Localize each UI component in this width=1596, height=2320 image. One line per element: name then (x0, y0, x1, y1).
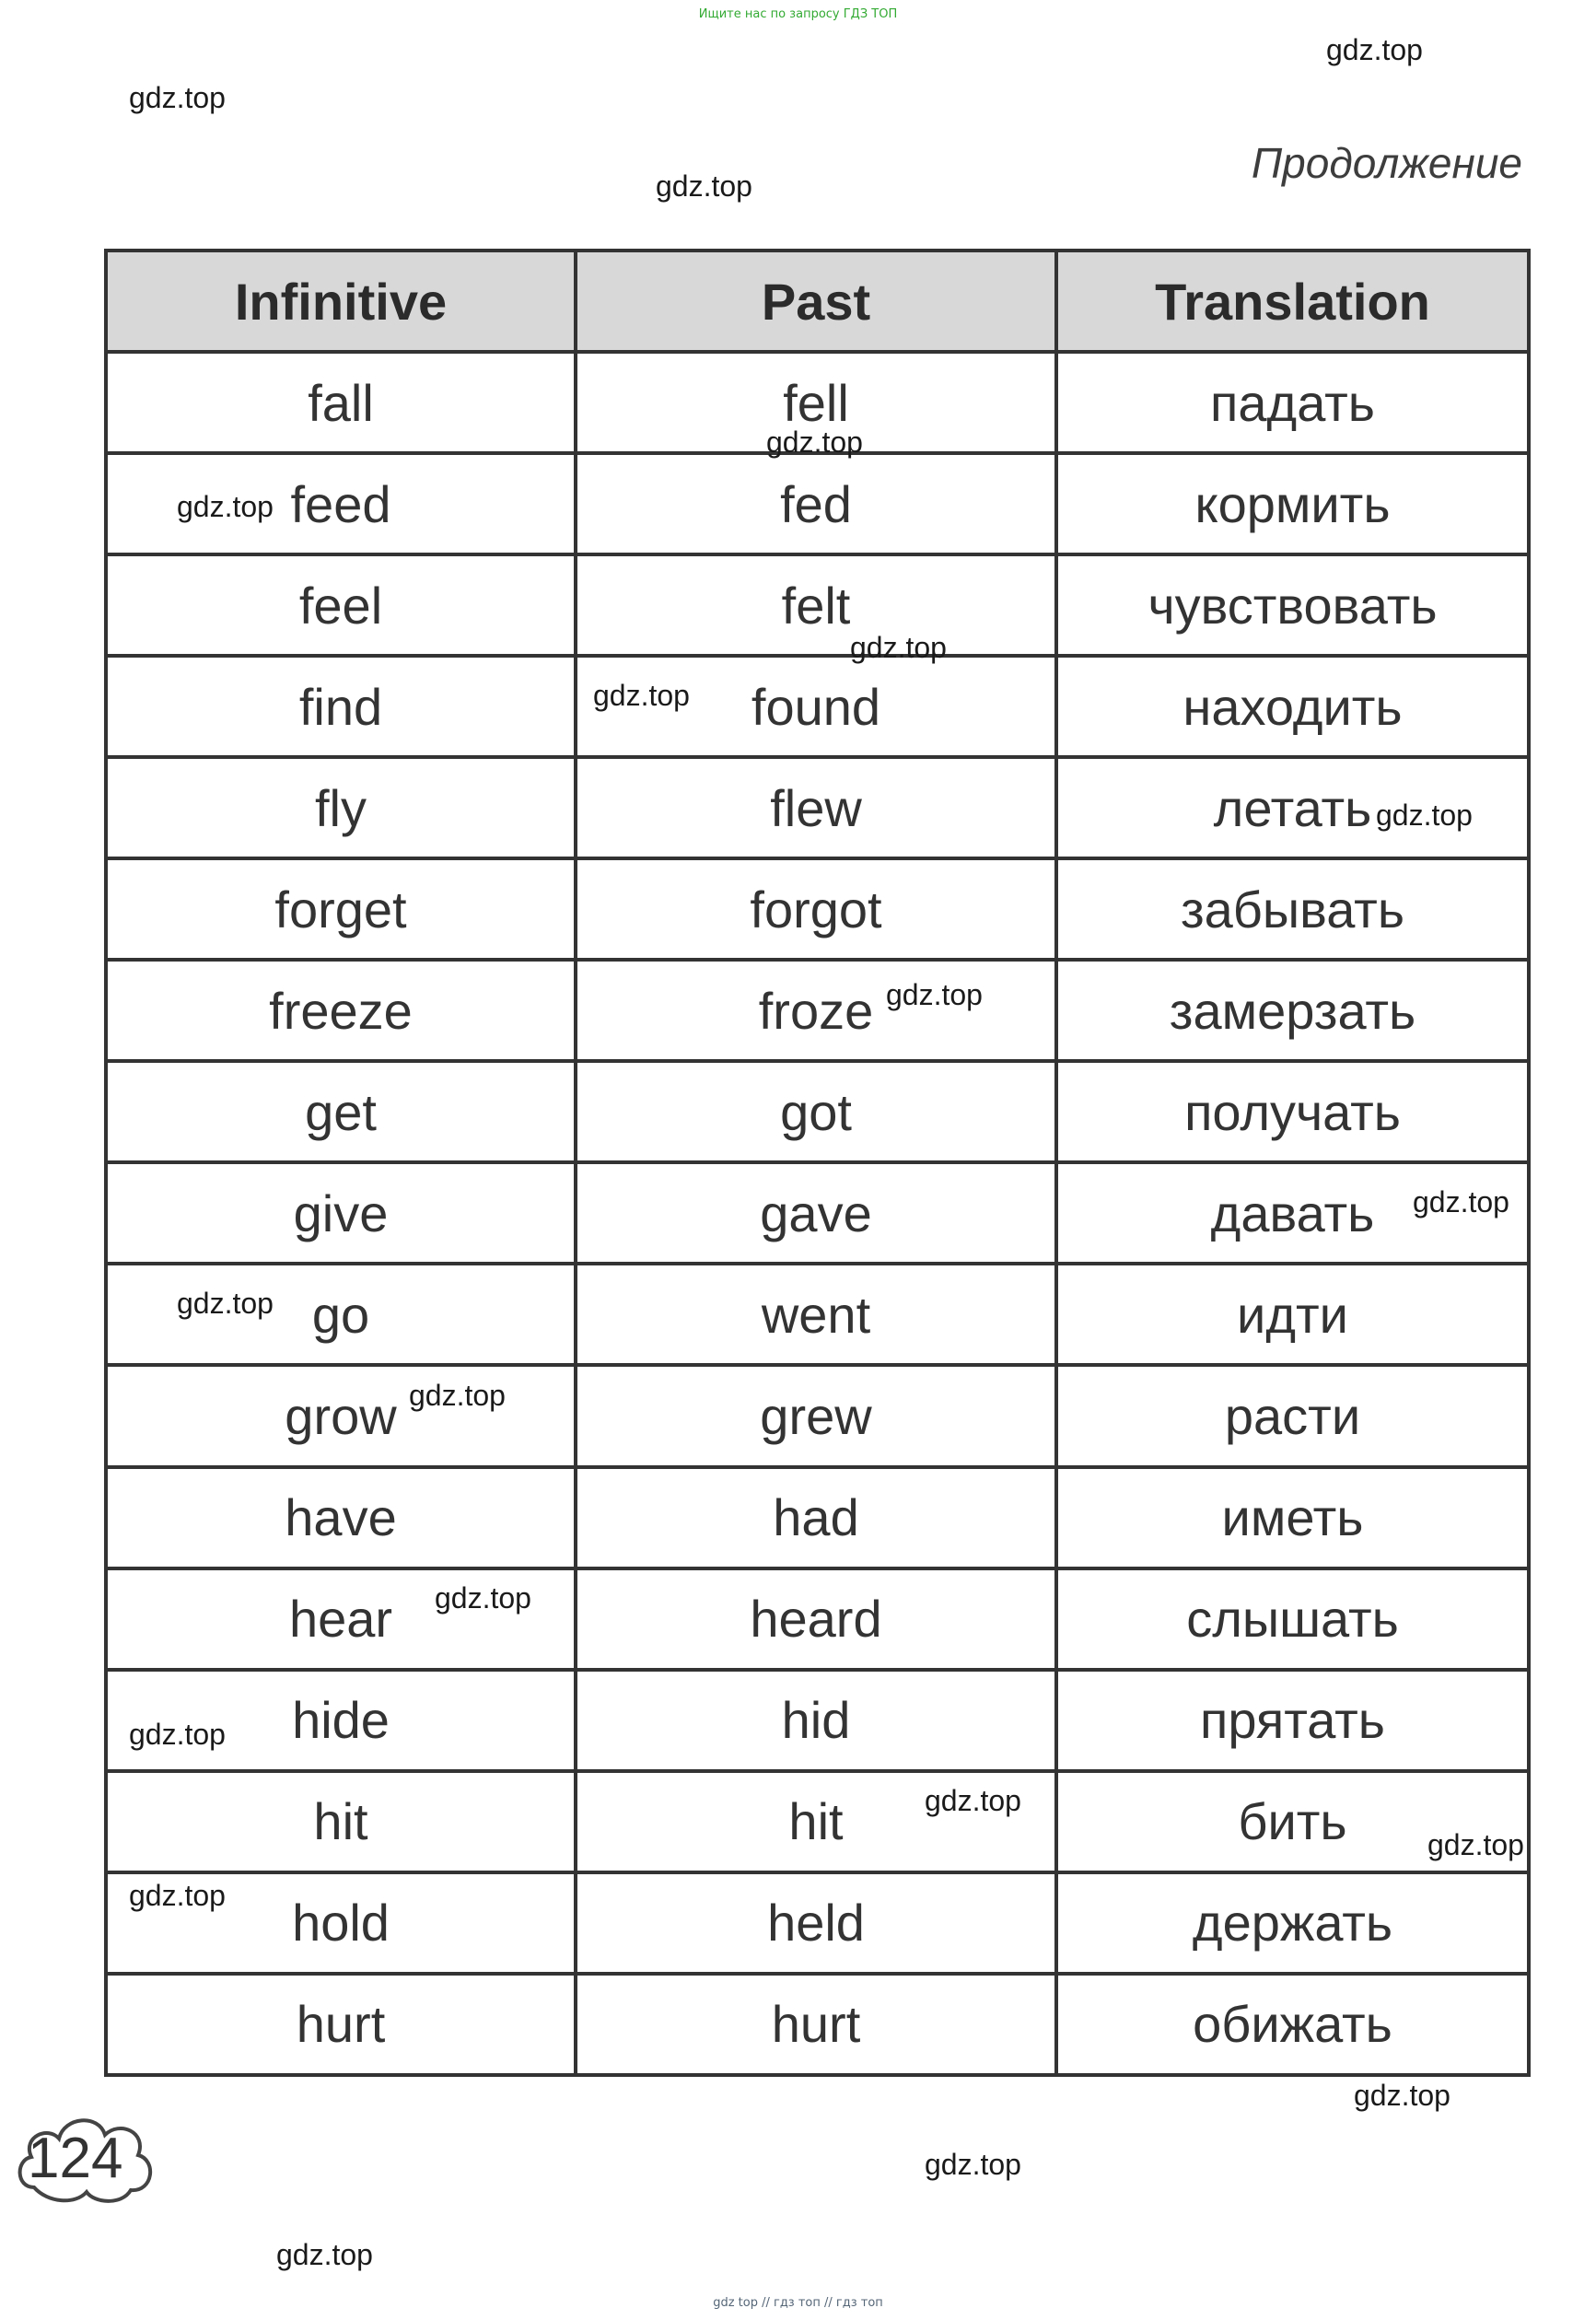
header-infinitive: Infinitive (106, 251, 576, 352)
watermark: gdz.top (129, 81, 226, 114)
watermark: gdz.top (1326, 33, 1423, 66)
watermark: gdz.top (850, 631, 947, 664)
past-cell: forgot (576, 858, 1056, 960)
past-cell: fed (576, 453, 1056, 554)
watermark: gdz.top (129, 1879, 226, 1912)
infinitive-cell: hold (106, 1872, 576, 1974)
watermark: gdz.top (177, 490, 274, 523)
table-row (106, 1568, 1529, 1670)
infinitive-cell: hide (106, 1670, 576, 1771)
translation-cell: кормить (1056, 453, 1529, 554)
translation-cell: бить (1056, 1771, 1529, 1872)
watermark: gdz.top (925, 1784, 1021, 1817)
past-cell: hid (576, 1670, 1056, 1771)
infinitive-cell: forget (106, 858, 576, 960)
translation-cell: летать (1056, 757, 1529, 858)
header-past: Past (576, 251, 1056, 352)
watermark: gdz.top (1354, 2079, 1450, 2112)
translation-cell: обижать (1056, 1974, 1529, 2075)
past-cell: heard (576, 1568, 1056, 1670)
watermark: gdz.top (766, 426, 863, 459)
infinitive-cell: give (106, 1162, 576, 1264)
infinitive-cell: have (106, 1467, 576, 1568)
past-cell: grew (576, 1365, 1056, 1466)
table-row (106, 1670, 1529, 1771)
watermark: gdz.top (435, 1581, 531, 1615)
watermark: gdz.top (129, 1718, 226, 1751)
table-row (106, 1162, 1529, 1264)
watermark: gdz.top (1376, 799, 1473, 832)
past-cell: hit (576, 1771, 1056, 1872)
watermark: gdz.top (1427, 1828, 1524, 1861)
infinitive-cell: grow (106, 1365, 576, 1466)
infinitive-cell: find (106, 656, 576, 757)
past-cell: had (576, 1467, 1056, 1568)
translation-cell: чувствовать (1056, 554, 1529, 656)
infinitive-cell: feel (106, 554, 576, 656)
table-header-row (106, 251, 1529, 352)
past-cell: went (576, 1264, 1056, 1365)
translation-cell: находить (1056, 656, 1529, 757)
table-row (106, 757, 1529, 858)
infinitive-cell: fly (106, 757, 576, 858)
table-row (106, 1365, 1529, 1466)
watermark: gdz.top (409, 1379, 506, 1412)
table-row (106, 1974, 1529, 2075)
watermark: gdz.top (276, 2238, 373, 2271)
translation-cell: идти (1056, 1264, 1529, 1365)
translation-cell: получать (1056, 1061, 1529, 1162)
past-cell: hurt (576, 1974, 1056, 2075)
past-cell: felt (576, 554, 1056, 656)
continuation-label: Продолжение (1251, 139, 1522, 187)
table-row (106, 1872, 1529, 1974)
translation-cell: давать (1056, 1162, 1529, 1264)
table-row (106, 1061, 1529, 1162)
infinitive-cell: fall (106, 352, 576, 453)
past-cell: gave (576, 1162, 1056, 1264)
translation-cell: забывать (1056, 858, 1529, 960)
watermark: gdz.top (886, 978, 983, 1011)
table-row (106, 1264, 1529, 1365)
top-banner[interactable]: Ищите нас по запросу ГДЗ ТОП (698, 7, 898, 21)
watermark: gdz.top (925, 2148, 1021, 2181)
watermark: gdz.top (593, 679, 690, 712)
translation-cell: расти (1056, 1365, 1529, 1466)
header-translation: Translation (1056, 251, 1529, 352)
table-row (106, 960, 1529, 1061)
page-number: 124 (28, 2127, 123, 2190)
past-cell: froze (576, 960, 1056, 1061)
watermark: gdz.top (1413, 1185, 1509, 1218)
past-cell: held (576, 1872, 1056, 1974)
past-cell: flew (576, 757, 1056, 858)
table-row (106, 1771, 1529, 1872)
infinitive-cell: hear (106, 1568, 576, 1670)
watermark: gdz.top (656, 169, 752, 203)
infinitive-cell: feed (106, 453, 576, 554)
past-cell: got (576, 1061, 1056, 1162)
infinitive-cell: get (106, 1061, 576, 1162)
translation-cell: держать (1056, 1872, 1529, 1974)
table-row (106, 554, 1529, 656)
infinitive-cell: hit (106, 1771, 576, 1872)
watermark: gdz.top (177, 1287, 274, 1320)
translation-cell: замерзать (1056, 960, 1529, 1061)
translation-cell: падать (1056, 352, 1529, 453)
translation-cell: прятать (1056, 1670, 1529, 1771)
past-cell: found (576, 656, 1056, 757)
infinitive-cell: hurt (106, 1974, 576, 2075)
irregular-verbs-table (104, 249, 1531, 2077)
infinitive-cell: go (106, 1264, 576, 1365)
table-row (106, 858, 1529, 960)
table-row (106, 453, 1529, 554)
translation-cell: иметь (1056, 1467, 1529, 1568)
table-row (106, 1467, 1529, 1568)
translation-cell: слышать (1056, 1568, 1529, 1670)
table-row (106, 656, 1529, 757)
past-cell: fell (576, 352, 1056, 453)
infinitive-cell: freeze (106, 960, 576, 1061)
bottom-banner[interactable]: gdz top // гдз топ // гдз топ (713, 2296, 883, 2310)
